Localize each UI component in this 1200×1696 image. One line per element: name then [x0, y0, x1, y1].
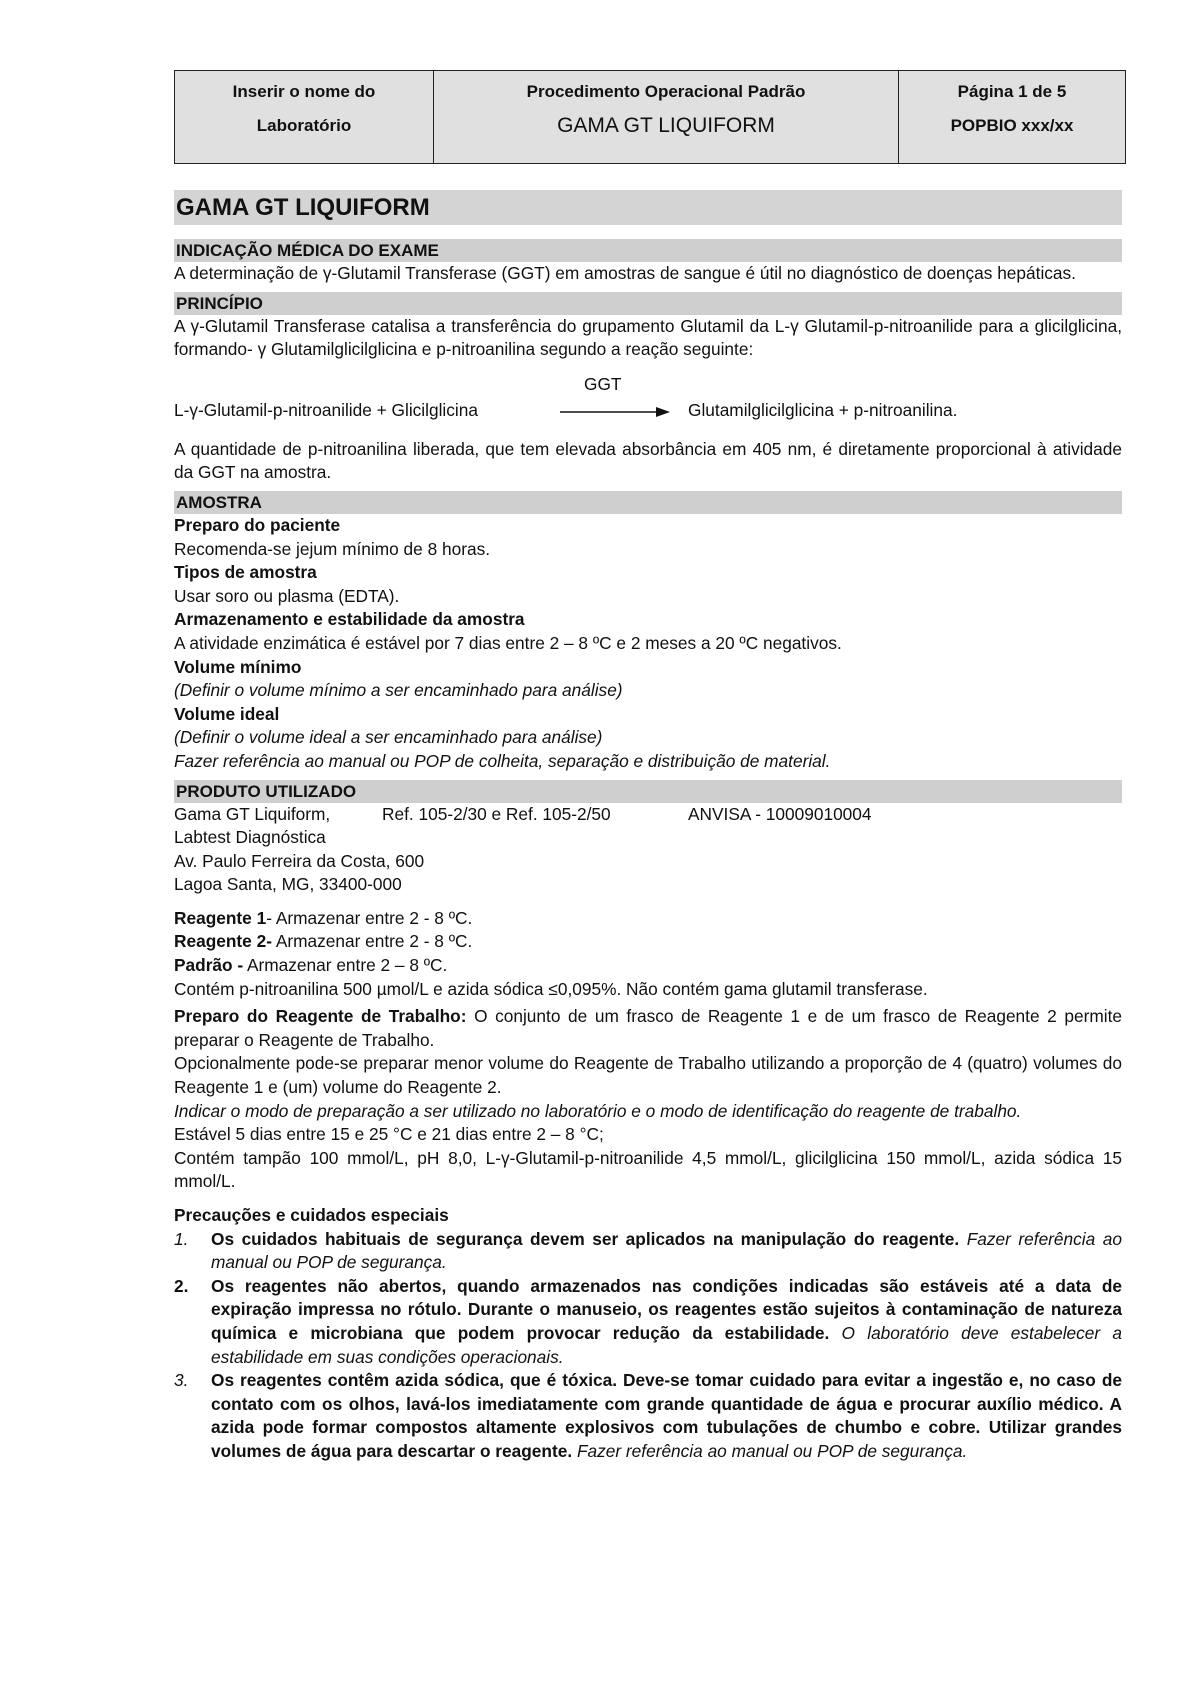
header-lab-cell — [175, 71, 434, 163]
colheita-reference-text: Fazer referência ao manual ou POP de colheita, separação e distribuição de material. — [174, 750, 831, 771]
volume-ideal-title: Volume ideal — [174, 703, 280, 724]
spacer — [174, 897, 1122, 907]
product-info-line — [174, 803, 1122, 827]
section-heading-produto: PRODUTO UTILIZADO — [174, 780, 1122, 803]
header-page-number: Página 1 de 5 — [957, 82, 1067, 101]
product-address-2: Lagoa Santa, MG, 33400-000 — [174, 874, 402, 895]
reagente-1-line — [174, 907, 1122, 931]
volume-minimo-title: Volume mínimo — [174, 656, 302, 677]
reagente-trabalho-text: O conjunto de um frasco de Reagente 1 e de um frasco de Reagente 2 permite preparar o Reagente de Trabalho. — [174, 1006, 1122, 1050]
preparo-paciente-text: Recomenda-se jejum mínimo de 8 horas. — [174, 538, 491, 559]
reaction-reactants: L-γ-Glutamil-p-nitroanilide + Glicilglicina — [174, 399, 478, 420]
header-procedure-cell — [434, 71, 899, 163]
volume-ideal-text: (Definir o volume ideal a ser encaminhado para análise) — [174, 727, 603, 748]
precaucoes-title: Precauções e cuidados especiais — [174, 1205, 449, 1225]
reagente-1-label: Reagente 1 — [174, 907, 267, 928]
reagente-2-line — [174, 930, 1122, 954]
product-anvisa: ANVISA - 10009010004 — [688, 803, 872, 824]
header-page-cell — [899, 71, 1125, 163]
header-doc-code: POPBIO xxx/xx — [950, 116, 1074, 135]
list-item-number: 3. — [174, 1370, 189, 1391]
product-refs: Ref. 105-2/30 e Ref. 105-2/50 — [382, 803, 611, 824]
contem-text: Contém p-nitroanilina 500 µmol/L e azida sódica ≤0,095%. Não contém gama glutamil transferase. — [174, 978, 928, 999]
list-item — [174, 1228, 1122, 1275]
reagente-trabalho-paragraph — [174, 1005, 1122, 1052]
principio-text: A γ-Glutamil Transferase catalisa a transferência do grupamento Glutamil da L-γ Glutamil-p-nitroanilide para a glicilglicina, formando- γ Glutamilglicilglicina e p-nitroanilina segundo a reação seguinte: — [174, 315, 1122, 360]
reaction-arrow-icon — [560, 402, 670, 422]
list-item-italic: Fazer referência ao manual ou POP de segurança. — [211, 1228, 1122, 1273]
list-item-bold: Os cuidados habituais de segurança devem ser aplicados na manipulação do reagente. — [211, 1228, 960, 1249]
section-heading-principio: PRINCÍPIO — [174, 292, 1122, 315]
list-item-number: 1. — [174, 1228, 189, 1249]
page-title: GAMA GT LIQUIFORM — [174, 190, 1122, 225]
tipos-amostra-text: Usar soro ou plasma (EDTA). — [174, 585, 400, 606]
list-item-italic: O laboratório deve estabelecer a estabilidade em suas condições operacionais. — [211, 1322, 1122, 1367]
opcional-text: Opcionalmente pode-se preparar menor volume do Reagente de Trabalho utilizando a proporção de 4 (quatro) volumes do Reagente 1 e (um) volume do Reagente 2. — [174, 1053, 1122, 1098]
indicar-modo-text: Indicar o modo de preparação a ser utilizado no laboratório e o modo de identificação do reagente de trabalho. — [174, 1100, 1022, 1121]
document-body — [174, 190, 1122, 1464]
estabilidade-text: Estável 5 dias entre 15 e 25 °C e 21 dias entre 2 – 8 °C; — [174, 1124, 604, 1145]
padrao-label: Padrão - — [174, 955, 244, 976]
padrao-line — [174, 954, 1122, 978]
reaction-products: Glutamilglicilglicina + p-nitroanilina. — [688, 399, 958, 420]
armazenamento-text: A atividade enzimática é estável por 7 dias entre 2 – 8 ºC e 2 meses a 20 ºC negativos. — [174, 632, 842, 653]
reagente-2-label: Reagente 2- — [174, 931, 272, 952]
reaction-equation — [174, 374, 1122, 426]
section-heading-indicacao: INDICAÇÃO MÉDICA DO EXAME — [174, 239, 1122, 262]
armazenamento-title: Armazenamento e estabilidade da amostra — [174, 609, 525, 630]
reaction-enzyme: GGT — [584, 373, 622, 394]
tipos-amostra-title: Tipos de amostra — [174, 562, 317, 583]
list-item-number: 2. — [174, 1275, 189, 1296]
product-company: Labtest Diagnóstica — [174, 827, 326, 848]
section-heading-amostra: AMOSTRA — [174, 491, 1122, 514]
product-name: Gama GT Liquiform, — [174, 803, 331, 824]
header-procedure-label: Procedimento Operacional Padrão — [526, 82, 806, 101]
preparo-paciente-title: Preparo do paciente — [174, 514, 341, 535]
padrao-text: Armazenar entre 2 – 8 ºC. — [243, 955, 448, 976]
header-procedure-title: GAMA GT LIQUIFORM — [557, 114, 775, 137]
reagente-trabalho-label: Preparo do Reagente de Trabalho: — [174, 1006, 467, 1027]
principio-text-2: A quantidade de p-nitroanilina liberada, que tem elevada absorbância em 405 nm, é diretamente proporcional à atividade da GGT na amostra. — [174, 438, 1122, 483]
header-lab-line2: Laboratório — [256, 116, 352, 135]
list-item — [174, 1369, 1122, 1463]
volume-minimo-text: (Definir o volume mínimo a ser encaminhado para análise) — [174, 680, 623, 701]
list-item-bold: Os reagentes contêm azida sódica, que é tóxica. Deve-se tomar cuidado para evitar a ingestão e, no caso de contato com os olhos, lavá-los imediatamente com grande quantidade de água e procurar auxílio médico. A azida pode formar compostos altamente explosivos com tubulações de chumbo e cobre. Utilizar grandes volumes de água para descartar o reagente. — [211, 1370, 1122, 1461]
list-item — [174, 1275, 1122, 1369]
list-item-italic: Fazer referência ao manual ou POP de segurança. — [572, 1440, 968, 1461]
precaucoes-list — [174, 1228, 1122, 1464]
composicao-text: Contém tampão 100 mmol/L, pH 8,0, L-γ-Glutamil-p-nitroanilide 4,5 mmol/L, glicilglicina 150 mmol/L, azida sódica 15 mmol/L. — [174, 1147, 1122, 1192]
document-header-table — [174, 70, 1126, 164]
reagente-1-text: - Armazenar entre 2 - 8 ºC. — [266, 907, 473, 928]
list-item-bold: Os reagentes não abertos, quando armazenados nas condições indicadas são estáveis até a data de expiração impressa no rótulo. Durante o manuseio, os reagentes estão sujeitos à contaminação de natureza química e microbiana que podem provocar redução da estabilidade. — [211, 1275, 1122, 1343]
header-lab-line1: Inserir o nome do — [232, 82, 376, 101]
product-address-1: Av. Paulo Ferreira da Costa, 600 — [174, 850, 425, 871]
indicacao-text: A determinação de γ-Glutamil Transferase (GGT) em amostras de sangue é útil no diagnóstico de doenças hepáticas. — [174, 263, 1076, 283]
reagente-2-text: Armazenar entre 2 - 8 ºC. — [271, 931, 473, 952]
